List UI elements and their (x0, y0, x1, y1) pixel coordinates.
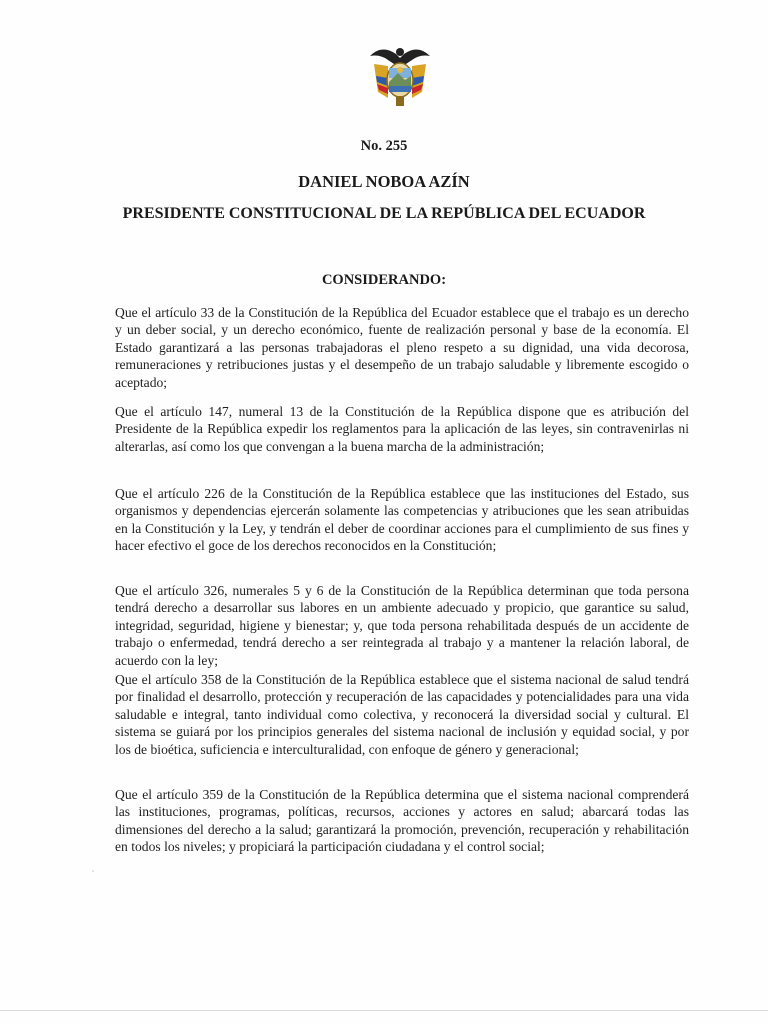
shield-sun (397, 67, 403, 73)
section-title: CONSIDERANDO: (321, 272, 447, 288)
paragraph-article-359: Que el artículo 359 de la Constitución de la República determina que el sistema nacional comprenderá las instituciones, programas, políticas, recursos, acciones y actores en salud; abarcará todas las dimensiones del derecho a la salud; garantizará la promoción, prevención, recuperación y rehabilitación en todos los niveles; y propiciará la participación ciudadana y el control social; (115, 787, 689, 855)
fasces-base (396, 96, 404, 106)
decree-number: No. 255 (360, 138, 408, 154)
shield-water (389, 86, 411, 92)
paragraph-article-226: Que el artículo 226 de la Constitución de la República establece que las instituciones del Estado, sus organismos y dependencias ejercerán solamente las competencias y atribuciones que les sean atribuidas en la Constitución y la Ley, y tendrán el deber de coordinar acciones para el cumplimiento de sus fines y hacer efectivo el goce de los derechos reconocidos en la Constitución; (115, 486, 689, 554)
paragraph-article-326: Que el artículo 326, numerales 5 y 6 de la Constitución de la República determinan que toda persona tendrá derecho a desarrollar sus labores en un ambiente adecuado y propicio, que garantice su salud, integridad, seguridad, higiene y bienestar; y, que toda persona rehabilitada después de un accidente de trabajo o enfermedad, tendrá derecho a ser reintegrada al trabajo y a mantener la relación laboral, de acuerdo con la ley; (115, 583, 689, 668)
paragraph-article-33: Que el artículo 33 de la Constitución de la República del Ecuador establece que el trabajo es un derecho y un deber social, y un derecho económico, fuente de realización personal y base de la economía. El Estado garantizará a las personas trabajadoras el pleno respeto a su dignidad, una vida decorosa, remuneraciones y retribuciones justas y el desempeño de un trabajo saludable y libremente escogido o aceptado; (115, 305, 689, 390)
paragraph-article-358: Que el artículo 358 de la Constitución de la República establece que el sistema nacional de salud tendrá por finalidad el desarrollo, protección y recuperación de las capacidades y potencialidades para una vida saludable e integral, tanto individual como colectiva, y reconocerá la diversidad social y cultural. El sistema se guiará por los principios generales del sistema nacional de inclusión y equidad social, y por los de bioética, suficiencia e interculturalidad, con enfoque de género y generacional; (115, 672, 689, 757)
condor-head (396, 48, 404, 56)
president-name: DANIEL NOBOA AZÍN (298, 172, 470, 191)
president-title: PRESIDENTE CONSTITUCIONAL DE LA REPÚBLICA DEL ECUADOR (122, 205, 646, 222)
page-edge-divider (0, 1010, 768, 1011)
paragraph-article-147: Que el artículo 147, numeral 13 de la Constitución de la República dispone que es atribución del Presidente de la República expedir los reglamentos para la aplicación de las leyes, sin contravenirlas ni alterarlas, así como los que convengan a la buena marcha de la administración; (115, 404, 689, 454)
coat-of-arms-icon (368, 42, 432, 108)
scan-speck (92, 870, 94, 872)
